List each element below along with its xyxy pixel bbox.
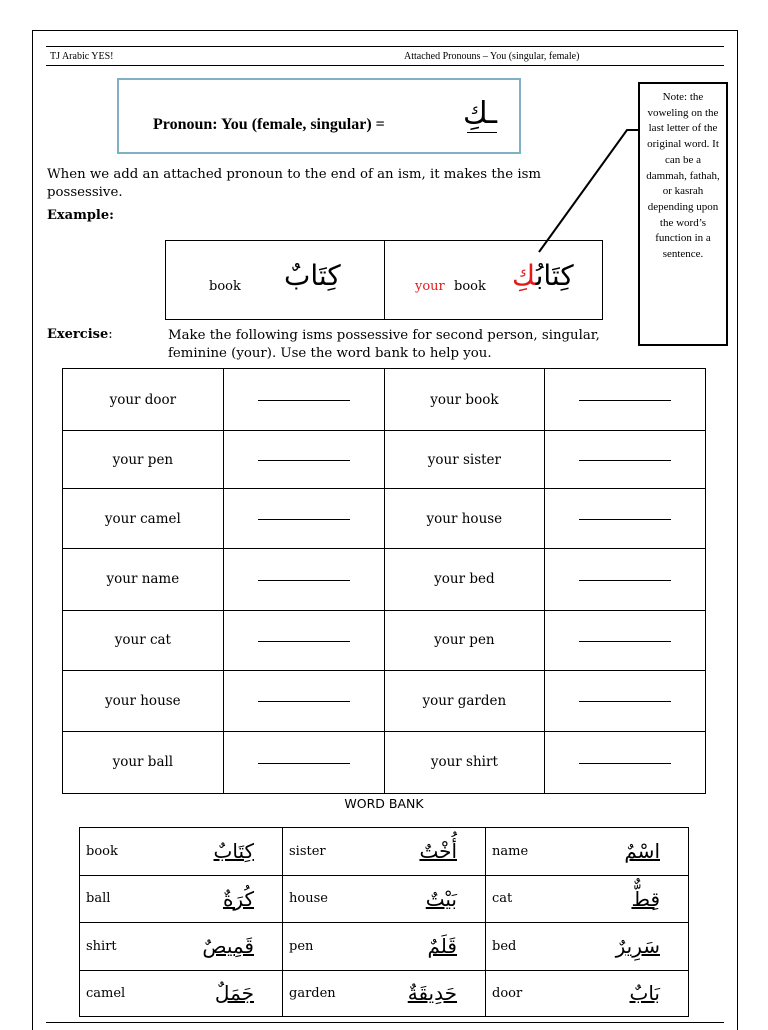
exercise-prompt: your book [384,369,545,431]
example-possessive-base: كِتَابُ [535,259,574,292]
answer-blank[interactable] [258,579,350,581]
answer-blank[interactable] [258,700,350,702]
exercise-prompt: your pen [384,610,545,670]
word-bank-row [80,828,689,876]
word-bank-arabic: قَلَمٌ [384,923,486,971]
note-box: Note: the voweling on the last letter of the original word. It can be a dammah, fathah, or kasrah depending upon the word’s function in a sentence. [638,82,728,346]
example-word-arabic: كِتَابٌ [284,259,341,292]
exercise-prompt: your house [63,670,224,731]
word-bank-arabic: بَيْتٌ [384,875,486,923]
example-possessive-arabic [512,259,574,292]
word-bank-english: garden [283,970,385,1017]
word-bank-arabic: جَمَلٌ [181,970,283,1017]
header-bottom-rule [46,65,724,66]
example-label: Example: [47,208,114,223]
word-bank-arabic: سَرِيرٌ [587,923,689,971]
answer-blank[interactable] [579,518,671,520]
exercise-prompt: your house [384,489,545,549]
answer-blank[interactable] [579,762,671,764]
answer-blank[interactable] [579,700,671,702]
word-bank-row [80,923,689,971]
word-bank-arabic: حَدِيقَةٌ [384,970,486,1017]
word-bank-english: sister [283,828,385,876]
pronoun-arabic: ـكِ [463,96,498,131]
word-bank-arabic: بَابٌ [587,970,689,1017]
answer-blank[interactable] [579,399,671,401]
word-bank-arabic: أُخْتٌ [384,828,486,876]
pronoun-label: Pronoun: You (female, singular) = [153,116,385,133]
pronoun-underline [467,132,497,133]
word-bank-english: book [80,828,182,876]
word-bank-english: bed [486,923,588,971]
answer-cell[interactable] [223,670,384,731]
answer-cell[interactable] [545,549,706,610]
word-bank-english: house [283,875,385,923]
exercise-prompt: your pen [63,431,224,489]
answer-blank[interactable] [258,762,350,764]
exercise-row [63,610,706,670]
exercise-row [63,431,706,489]
answer-cell[interactable] [223,549,384,610]
answer-cell[interactable] [223,431,384,489]
exercise-row [63,549,706,610]
word-bank-english: shirt [80,923,182,971]
exercise-prompt: your door [63,369,224,431]
answer-blank[interactable] [258,640,350,642]
answer-blank[interactable] [258,459,350,461]
header-right-title: Attached Pronouns – You (singular, female) [404,51,580,62]
example-possessive-suffix: كِ [512,259,536,292]
answer-blank[interactable] [579,640,671,642]
header-left-title: TJ Arabic YES! [50,51,114,62]
word-bank-row [80,875,689,923]
exercise-prompt: your shirt [384,731,545,793]
exercise-row [63,489,706,549]
exercise-prompt: your name [63,549,224,610]
exercise-label-colon: : [108,327,113,342]
word-bank-arabic: كُرَةٌ [181,875,283,923]
example-table [165,240,603,320]
answer-cell[interactable] [223,610,384,670]
exercise-prompt: your cat [63,610,224,670]
intro-text: When we add an attached pronoun to the end of an ism, it makes the ism possessive. [47,167,542,200]
answer-cell[interactable] [545,731,706,793]
word-bank-english: camel [80,970,182,1017]
exercise-label [47,327,113,342]
answer-cell[interactable] [545,670,706,731]
answer-cell[interactable] [223,489,384,549]
page-header [46,48,724,66]
answer-cell[interactable] [545,369,706,431]
word-bank-english: pen [283,923,385,971]
answer-cell[interactable] [223,369,384,431]
word-bank-arabic: كِتَابٌ [181,828,283,876]
exercise-label-text: Exercise [47,327,109,342]
word-bank-arabic: اسْمٌ [587,828,689,876]
answer-cell[interactable] [545,489,706,549]
exercise-row [63,731,706,793]
exercise-prompt: your ball [63,731,224,793]
example-word-english: book [209,279,241,294]
word-bank-english: ball [80,875,182,923]
word-bank-title: WORD BANK [344,796,424,811]
exercise-prompt: your sister [384,431,545,489]
exercise-prompt: your camel [63,489,224,549]
example-your-label: your [415,279,445,294]
answer-cell[interactable] [545,431,706,489]
word-bank-english: door [486,970,588,1017]
word-bank-table [79,827,689,1017]
word-bank-english: name [486,828,588,876]
word-bank-row [80,970,689,1017]
exercise-table [62,368,706,794]
answer-blank[interactable] [258,518,350,520]
exercise-prompt: your garden [384,670,545,731]
answer-blank[interactable] [579,579,671,581]
example-possessive-english: book [454,279,486,294]
answer-blank[interactable] [579,459,671,461]
exercise-prompt: your bed [384,549,545,610]
word-bank-arabic: قَمِيصٌ [181,923,283,971]
answer-blank[interactable] [258,399,350,401]
exercise-row [63,369,706,431]
word-bank-arabic: قِطٌّ [587,875,689,923]
exercise-row [63,670,706,731]
pronoun-box [117,78,521,154]
example-divider [384,241,385,319]
page-bottom-rule [46,1022,724,1023]
answer-cell[interactable] [223,731,384,793]
word-bank-english: cat [486,875,588,923]
answer-cell[interactable] [545,610,706,670]
header-top-rule [46,46,724,47]
exercise-instructions: Make the following isms possessive for second person, singular, feminine (your). Use the word bank to help you. [168,328,600,361]
